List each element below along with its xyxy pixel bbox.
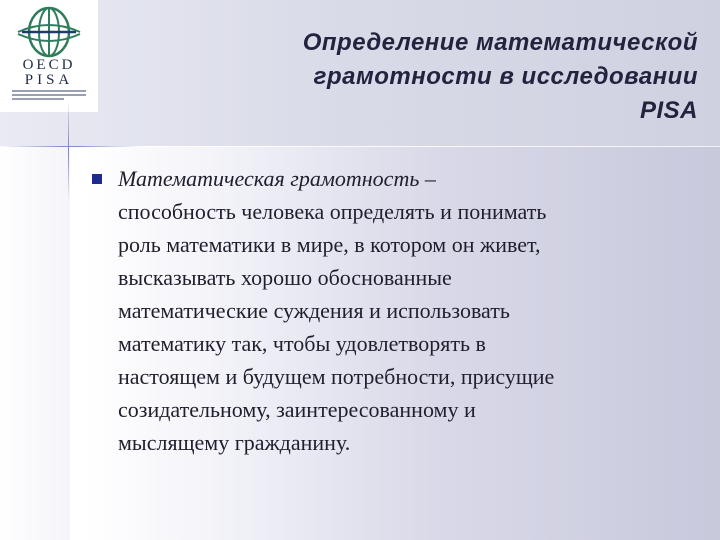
oecd-logo-text: OECD <box>22 57 76 73</box>
left-strip <box>0 146 70 540</box>
globe-icon <box>14 4 84 60</box>
title-divider <box>70 146 720 147</box>
definition-line-4: математические суждения и использовать <box>118 298 510 323</box>
sparkle-horizontal <box>0 146 140 147</box>
definition-line-8: мыслящему гражданину. <box>118 430 351 455</box>
square-bullet-icon <box>92 174 102 184</box>
definition-line-1: способность человека определять и понимать <box>118 199 547 224</box>
slide-title <box>118 26 698 128</box>
definition-line-7: созидательному, заинтересованному и <box>118 397 476 422</box>
definition-line-3: высказывать хорошо обоснованные <box>118 265 452 290</box>
term-dash: – <box>419 166 436 191</box>
pisa-logo-text: PISA <box>24 72 74 88</box>
definition-first-line <box>118 162 693 195</box>
title-line-3: PISA <box>639 97 698 124</box>
title-line-2: грамотности в исследовании <box>313 63 698 90</box>
definition-term: Математическая грамотность <box>118 166 420 191</box>
definition-line-5: математику так, чтобы удовлетворять в <box>118 331 486 356</box>
title-line-1: Определение математической <box>302 29 698 56</box>
definition-line-2: роль математики в мире, в котором он живет, <box>118 232 541 257</box>
oecd-pisa-logo <box>0 0 98 112</box>
sparkle-vertical <box>68 100 69 200</box>
logo-fine-print <box>12 90 86 102</box>
definition-text <box>118 162 693 459</box>
definition-line-6: настоящем и будущем потребности, присущие <box>118 364 555 389</box>
